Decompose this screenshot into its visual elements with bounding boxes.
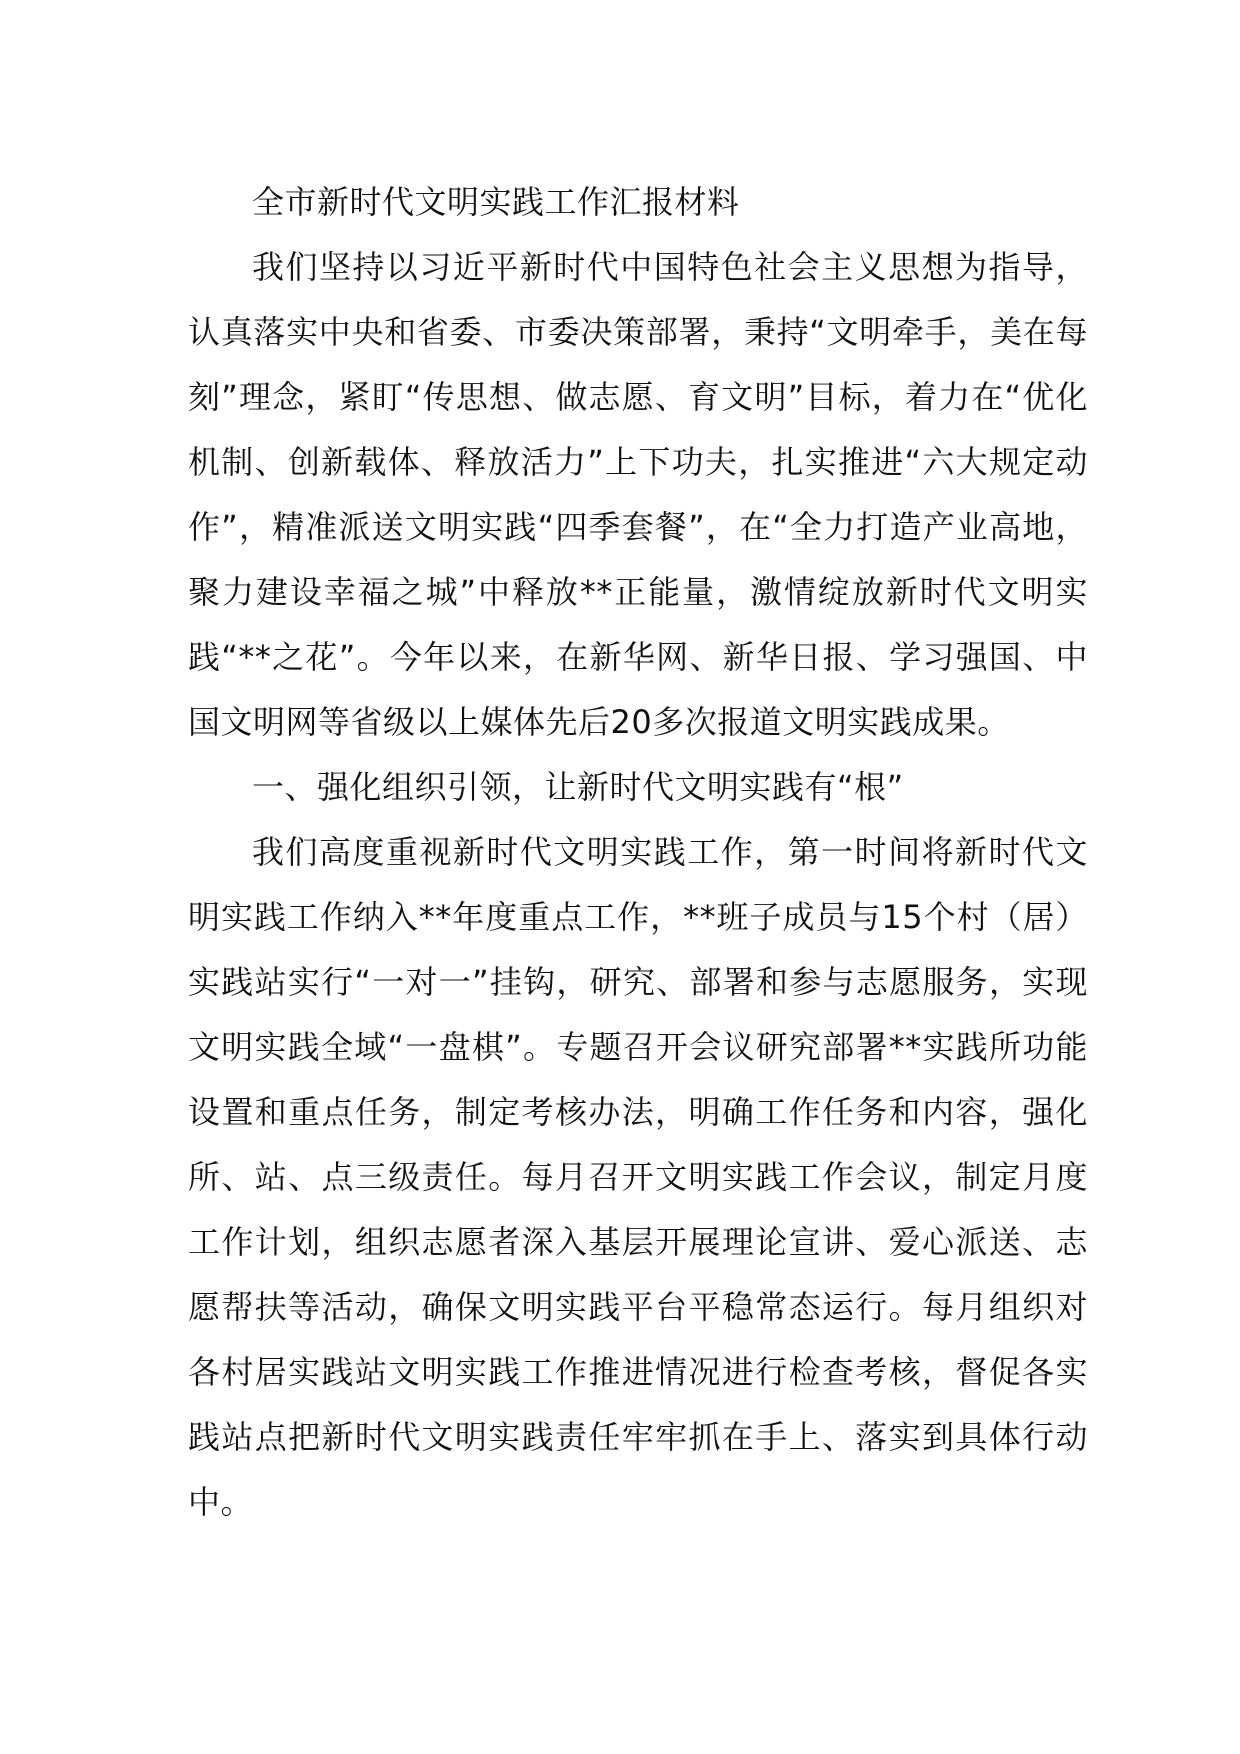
paragraph-intro: 我们坚持以习近平新时代中国特色社会主义思想为指导，认真落实中央和省委、市委决策部署，秉持“文明牵手，美在每刻”理念，紧盯“传思想、做志愿、育文明”目标，着力在“优化机制、创新载体、释放活力”上下功夫，扎实推进“六大规定动作”，精准派送文明实践“四季套餐”，在“全力打造产业高地，聚力建设幸福之城”中释放**正能量，激情绽放新时代文明实践“**之花”。今年以来，在新华网、新华日报、学习强国、中国文明网等省级以上媒体先后20多次报道文明实践成果。 [188,248,1088,741]
section-heading-1: 一、强化组织引领，让新时代文明实践有“根” [252,768,904,806]
document-title: 全市新时代文明实践工作汇报材料 [252,183,740,221]
paragraph-section-1: 我们高度重视新时代文明实践工作，第一时间将新时代文明实践工作纳入**年度重点工作，**班子成员与15个村（居）实践站实行“一对一”挂钩，研究、部署和参与志愿服务，实现文明实践全域“一盘棋”。专题召开会议研究部署**实践所功能设置和重点任务，制定考核办法，明确工作任务和内容，强化所、站、点三级责任。每月召开文明实践工作会议，制定月度工作计划，组织志愿者深入基层开展理论宣讲、爱心派送、志愿帮扶等活动，确保文明实践平台平稳常态运行。每月组织对各村居实践站文明实践工作推进情况进行检查考核，督促各实践站点把新时代文明实践责任牢牢抓在手上、落实到具体行动中。 [188,833,1088,1521]
document-body [188,170,1088,1535]
